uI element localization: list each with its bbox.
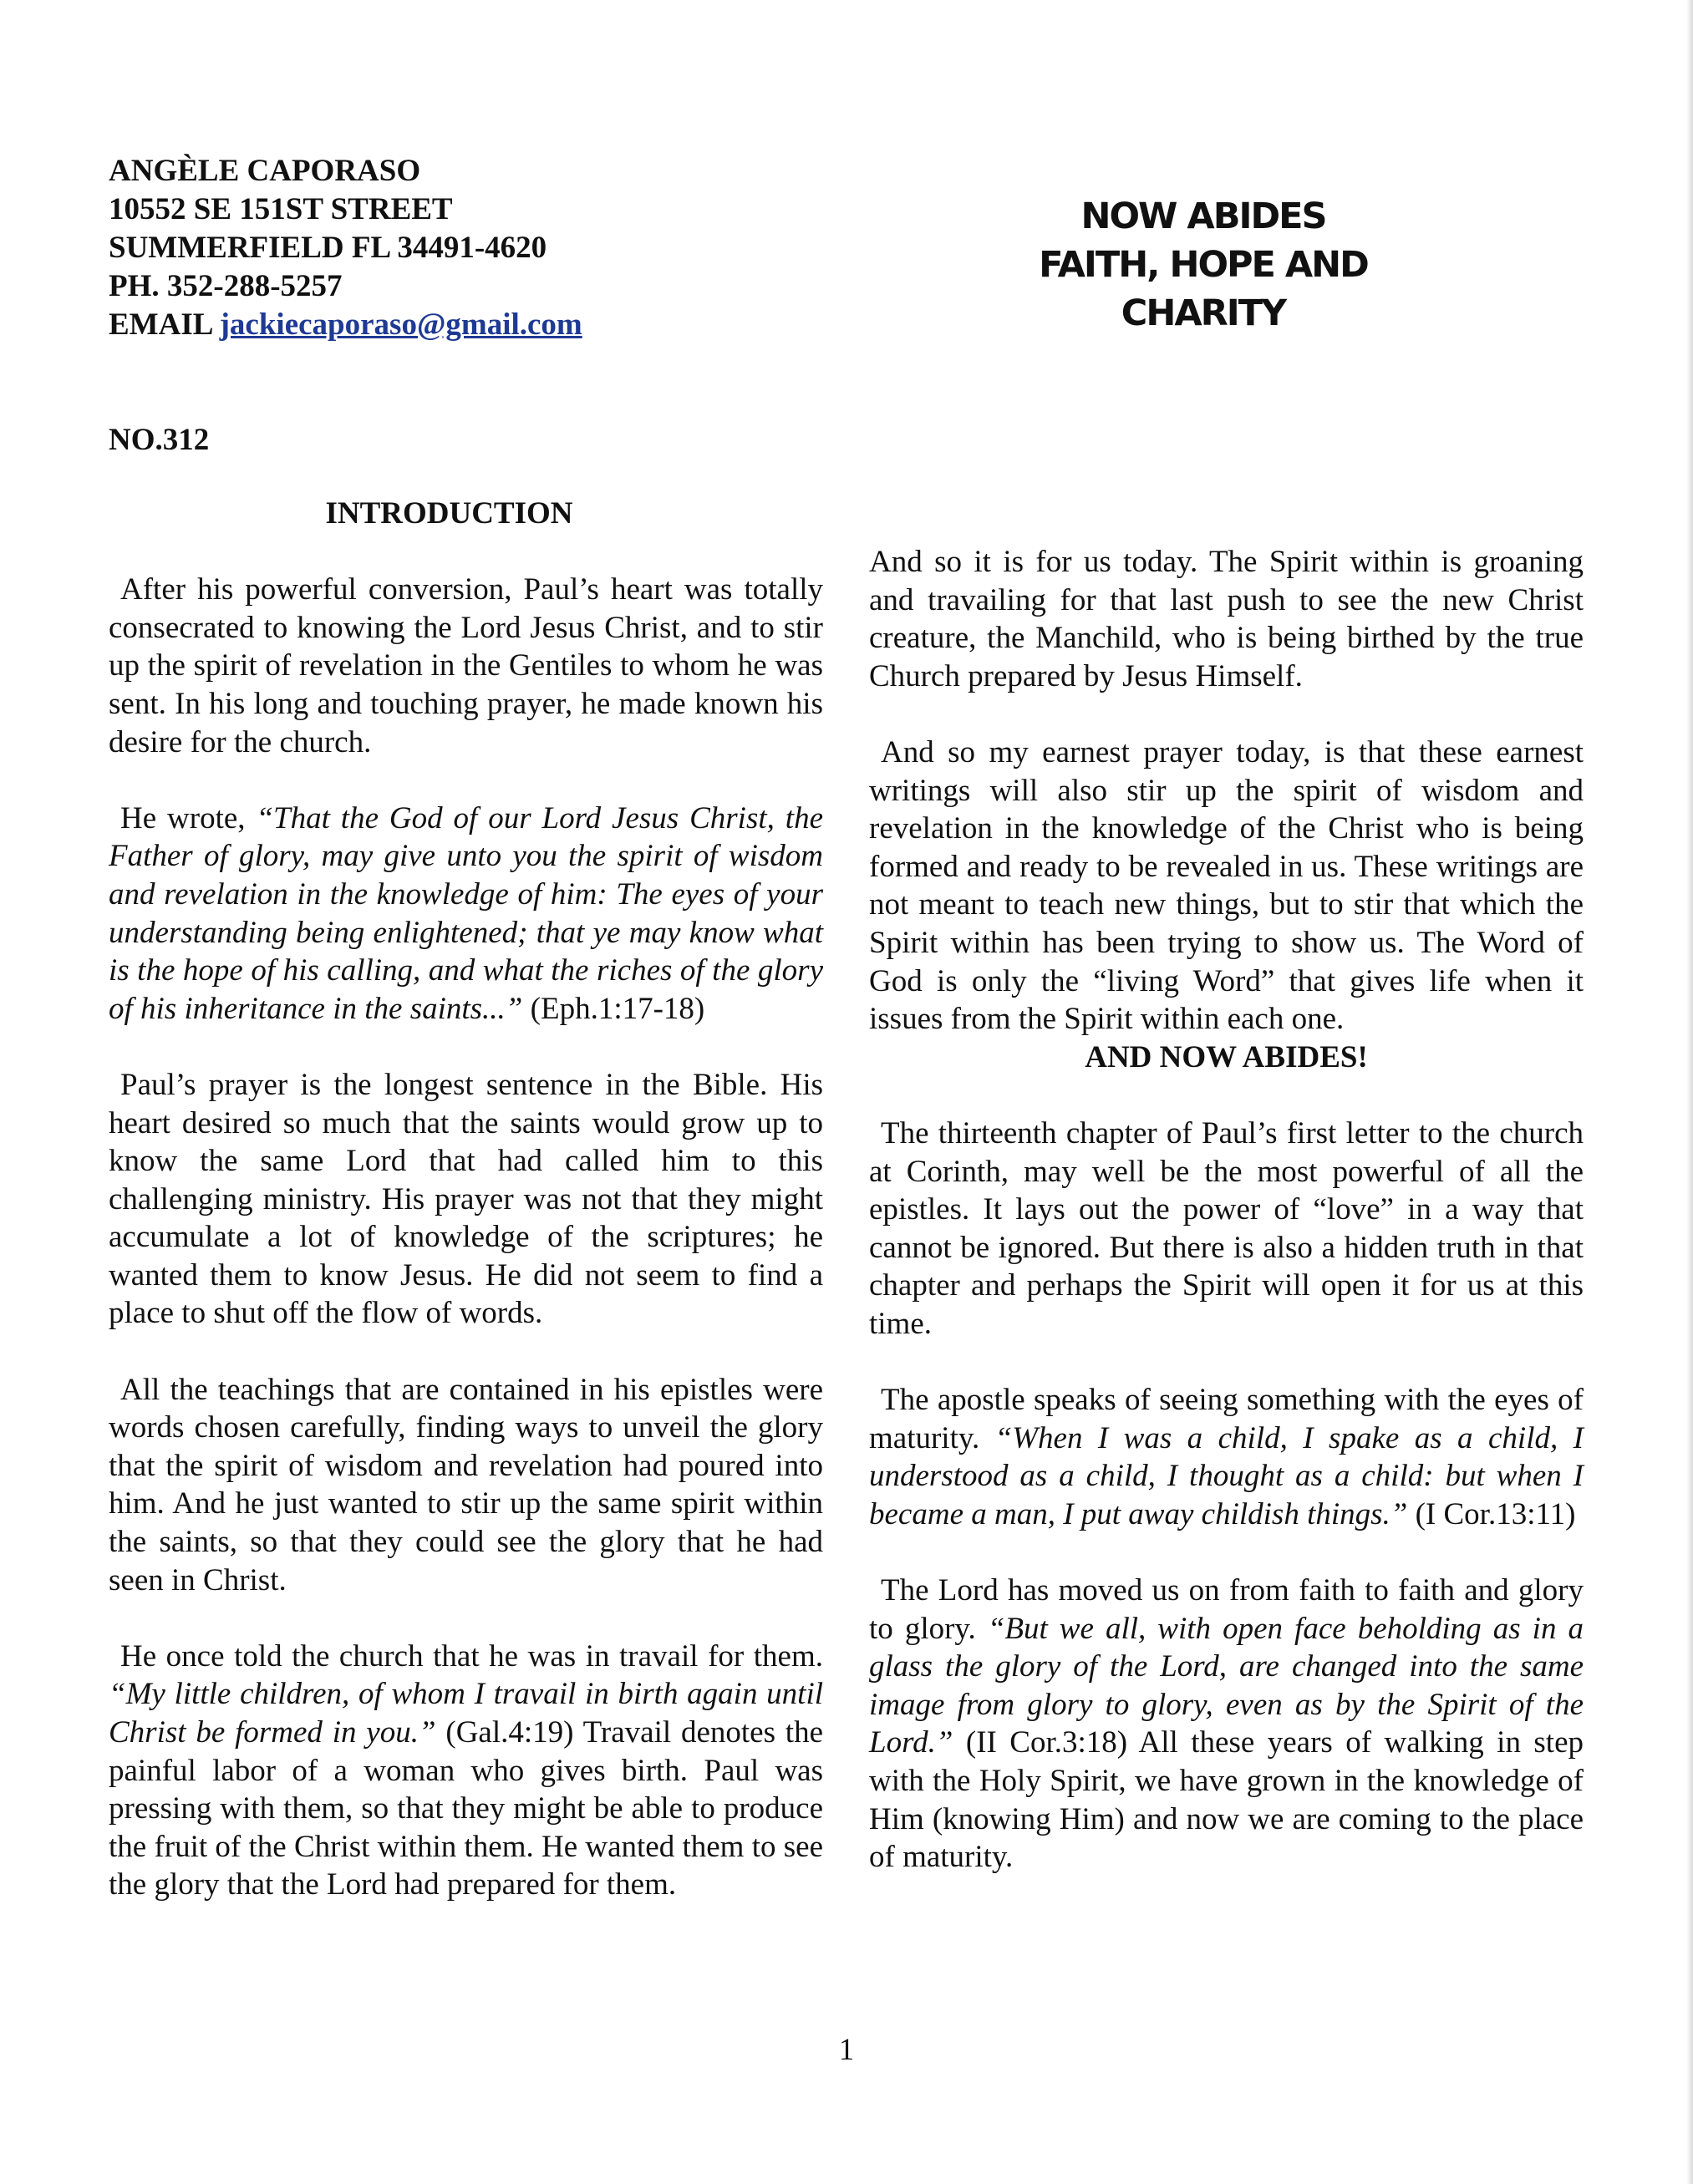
- paragraph-text: He once told the church that he was in travail for them.: [120, 1638, 823, 1674]
- and-now-abides-heading: AND NOW ABIDES!: [1085, 1039, 1368, 1074]
- scripture-reference: (Eph.1:17-18): [522, 991, 705, 1026]
- paragraph-text: The Lord has moved us on from faith to faith and glory to glory.: [869, 1573, 1584, 1646]
- document-title: [986, 192, 1421, 338]
- left-paragraph-5: [109, 1638, 823, 1904]
- title-line-3: CHARITY: [1121, 292, 1286, 334]
- scripture-reference: (I Cor.13:11): [1407, 1496, 1576, 1531]
- left-paragraph-3: Paul’s prayer is the longest sentence in the Bible. His heart desired so much that the saints would grow up to know the same Lord that had called him to this challenging ministry. His prayer was not that they might accumulate a lot of knowledge of the scriptures; he wanted them to know Jesus. He did not seem to find a place to shut off the flow of words.: [109, 1067, 823, 1331]
- introduction-heading: INTRODUCTION: [325, 496, 573, 531]
- paragraph-text: The apostle speaks of seeing something with the eyes of maturity.: [869, 1383, 1584, 1455]
- title-line-1: NOW ABIDES: [1080, 196, 1326, 237]
- author-address-block: [109, 152, 582, 344]
- title-line-2: FAITH, HOPE AND: [1039, 244, 1368, 286]
- scripture-quote: “When I was a child, I spake as a child, I understood as a child, I thought as a child: but when I became a man, I put away childish things.”: [869, 1420, 1584, 1531]
- email-label: EMAIL: [109, 307, 220, 342]
- issue-number: NO.312: [109, 423, 210, 457]
- author-name: ANGÈLE CAPORASO: [109, 154, 421, 188]
- scripture-reference: (Gal.4:19) Travail denotes the painful labor of a woman who gives birth. Paul was pressing with them, so that they might be able to produce the fruit of the Christ within them. He wanted them to see the glory that the Lord had prepared for them.: [109, 1715, 823, 1902]
- email-link[interactable]: jackiecaporaso@gmail.com: [219, 307, 582, 342]
- email-line: [109, 306, 582, 344]
- scripture-reference: (II Cor.3:18) All these years of walking in step with the Holy Spirit, we have grown in the knowledge of Him (knowing Him) and now we are coming to the place of maturity.: [869, 1725, 1584, 1875]
- phone-number: PH. 352-288-5257: [109, 269, 343, 303]
- right-paragraph-4: [869, 1381, 1584, 1533]
- page-number: 1: [838, 2033, 855, 2067]
- street-address: 10552 SE 151ST STREET: [109, 192, 453, 226]
- right-column: [869, 543, 1584, 1914]
- right-paragraph-2: And so my earnest prayer today, is that these earnest writings will also stir up the spirit of wisdom and revelation in the knowledge of the Christ who is being formed and ready to be revealed in us. These writings are not meant to teach new things, but to stir that which the Spirit within has been trying to show us. The Word of God is only the “living Word” that gives life when it issues from the Spirit within each one.: [869, 734, 1584, 1037]
- scripture-quote: “My little children, of whom I travail in birth again until Christ be formed in you.”: [109, 1677, 823, 1750]
- city-state-zip: SUMMERFIELD FL 34491-4620: [109, 231, 547, 265]
- left-paragraph-4: All the teachings that are contained in his epistles were words chosen carefully, finding ways to unveil the glory that the spirit of wisdom and revelation had poured into him. And he just wanted to stir up the same spirit within the saints, so that they could see the glory that he had seen in Christ.: [109, 1372, 823, 1597]
- scripture-quote: “That the God of our Lord Jesus Christ, the Father of glory, may give unto you the spirit of wisdom and revelation in the knowledge of him: The eyes of your understanding being enlightened; that ye may know what is the hope of his calling, and what the riches of the glory of his inheritance in the saints...”: [109, 800, 823, 1026]
- left-paragraph-1: After his powerful conversion, Paul’s heart was totally consecrated to knowing the Lord Jesus Christ, and to stir up the spirit of revelation in the Gentiles to whom he was sent. In his long and touching prayer, he made known his desire for the church.: [109, 572, 823, 759]
- page-edge-shadow: [1686, 0, 1693, 2184]
- right-paragraph-1: And so it is for us today. The Spirit within is groaning and travailing for that last push to see the new Christ creature, the Manchild, who is being birthed by the true Church prepared by Jesus Himself.: [869, 545, 1584, 693]
- left-paragraph-2: [109, 800, 823, 1029]
- paragraph-text: He wrote,: [120, 800, 257, 836]
- left-column: [109, 495, 823, 1943]
- right-paragraph-5: [869, 1572, 1584, 1877]
- right-paragraph-3: The thirteenth chapter of Paul’s first letter to the church at Corinth, may well be the most powerful of all the epistles. It lays out the power of “love” in a way that cannot be ignored. But there is also a hidden truth in that chapter and perhaps the Spirit will open it for us at this time.: [869, 1115, 1584, 1341]
- scripture-quote: “But we all, with open face beholding as in a glass the glory of the Lord, are changed into the same image from glory to glory, even as by the Spirit of the Lord.”: [869, 1611, 1584, 1760]
